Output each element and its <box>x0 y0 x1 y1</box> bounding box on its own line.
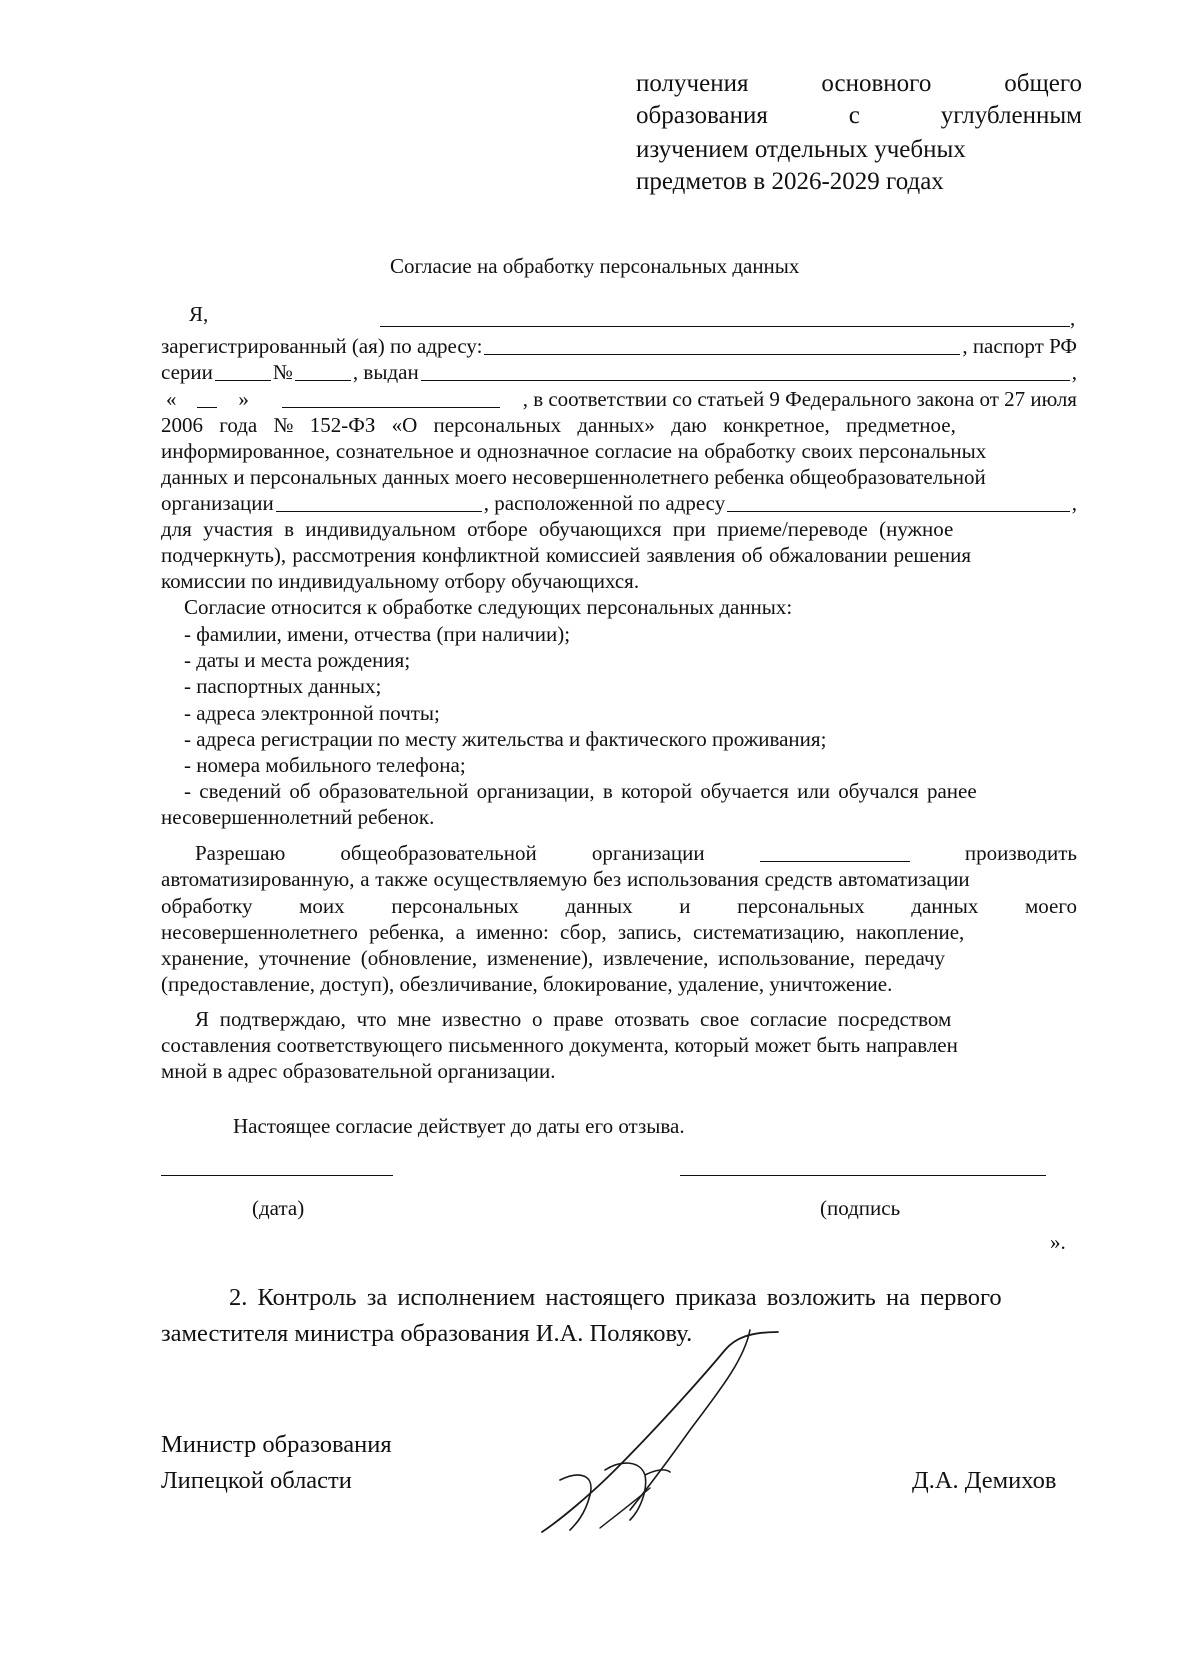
consent-line-6: информированное, сознательное и однозначное согласие на обработку своих персональных <box>161 439 987 463</box>
address-blank <box>484 333 960 355</box>
organization-blank <box>276 490 482 512</box>
consent-line-10: подчеркнуть), рассмотрения конфликтной комиссией заявления об обжаловании решения <box>161 543 972 567</box>
allow-line-2: автоматизированную, а также осуществляемую без использования средств автоматизации <box>161 867 970 891</box>
header-word: углубленным <box>940 102 1082 129</box>
list-item: - фамилии, имени, отчества (при наличии); <box>184 622 571 646</box>
quote-open: « <box>166 387 177 411</box>
header-word: основного <box>821 70 932 97</box>
comma: , <box>1071 360 1077 384</box>
organization-name-blank <box>760 840 910 862</box>
allow-line-1 <box>195 840 1077 866</box>
order-item-2-line-2: заместителя министра образования И.А. Полякову. <box>161 1320 693 1347</box>
passport-line <box>161 359 1077 385</box>
list-item: - номера мобильного телефона; <box>184 753 466 777</box>
header-line-2 <box>636 100 1082 132</box>
allow-line-3 <box>161 893 1077 919</box>
allow-word: Разрешаю <box>195 841 286 865</box>
header-word: общего <box>1004 70 1082 97</box>
list-item: - паспортных данных; <box>184 674 382 698</box>
consent-line-9: для участия в индивидуальном отборе обучающихся при приеме/переводе (нужное <box>161 517 954 541</box>
located-label: , расположенной по адресу <box>483 491 726 515</box>
allow-word: моих <box>299 894 345 918</box>
signature-line <box>680 1175 1046 1176</box>
consent-title: Согласие на обработку персональных данных <box>390 254 800 278</box>
allow-line-6: (предоставление, доступ), обезличивание, блокирование, удаление, уничтожение. <box>161 972 893 996</box>
allow-line-4: несовершеннолетнего ребенка, а именно: сбор, запись, систематизацию, накопление, <box>161 920 965 944</box>
date-caption: (дата) <box>252 1196 305 1220</box>
number-blank <box>295 359 351 381</box>
organization-address-blank <box>727 490 1070 512</box>
series-blank <box>215 359 271 381</box>
quote-close: » <box>238 387 249 411</box>
signature-caption: (подпись <box>820 1196 901 1220</box>
signatory-title-line-1: Министр образования <box>161 1431 392 1458</box>
list-item: - сведений об образовательной организации, в которой обучается или обучался ранее <box>184 779 977 803</box>
list-intro: Согласие относится к обработке следующих персональных данных: <box>184 595 793 619</box>
header-word: с <box>848 102 860 129</box>
allow-word: данных <box>911 894 979 918</box>
confirm-line-2: составления соответствующего письменного документа, который может быть направлен <box>161 1033 958 1057</box>
registered-label: зарегистрированный (ая) по адресу: <box>161 334 483 358</box>
law-reference: , в соответствии со статьей 9 Федерального закона от 27 июля <box>522 387 1077 411</box>
list-item-continuation: несовершеннолетний ребенок. <box>161 805 435 829</box>
consent-line-7: данных и персональных данных моего несовершеннолетнего ребенка общеобразовательной <box>161 465 986 489</box>
consent-line-11: комиссии по индивидуальному отбору обучающихся. <box>161 569 640 593</box>
series-label: серии <box>161 360 213 384</box>
date-line <box>166 386 1077 412</box>
allow-word: обработку <box>161 894 253 918</box>
registered-line <box>161 333 1077 359</box>
signatory-name: Д.А. Демихов <box>912 1467 1057 1494</box>
confirm-line-1: Я подтверждаю, что мне известно о праве отозвать свое согласие посредством <box>195 1007 952 1031</box>
header-line-3: изучением отдельных учебных <box>636 136 966 163</box>
number-sign: № <box>272 360 293 384</box>
allow-word: персональных <box>391 894 519 918</box>
list-item: - адреса регистрации по месту жительства и фактического проживания; <box>184 727 827 751</box>
allow-word: производить <box>964 841 1077 865</box>
full-name-blank <box>380 326 1070 327</box>
allow-word: и <box>679 894 691 918</box>
allow-word: организации <box>591 841 705 865</box>
passport-label: , паспорт РФ <box>962 334 1077 358</box>
handwritten-signature <box>530 1320 800 1550</box>
header-word: образования <box>636 102 768 129</box>
closing-quote: ». <box>1050 1230 1066 1254</box>
allow-word: общеобразовательной <box>340 841 537 865</box>
comma: , <box>1070 306 1076 330</box>
validity-statement: Настоящее согласие действует до даты его отзыва. <box>233 1114 685 1138</box>
signatory-title-line-2: Липецкой области <box>161 1467 352 1494</box>
allow-word: моего <box>1025 894 1077 918</box>
ya-label: Я, <box>189 302 209 326</box>
organization-label: организации <box>161 491 274 515</box>
header-word: получения <box>636 70 749 97</box>
header-line-4: предметов в 2026-2029 годах <box>636 168 944 195</box>
header-line-1 <box>636 68 1082 100</box>
list-item: - даты и места рождения; <box>184 648 411 672</box>
comma: , <box>1071 491 1077 515</box>
month-year-blank <box>282 386 500 408</box>
day-blank <box>197 386 217 408</box>
allow-word: данных <box>565 894 633 918</box>
consent-line-5: 2006 года № 152-ФЗ «О персональных данных» даю конкретное, предметное, <box>161 413 956 437</box>
issued-by-blank <box>421 359 1070 381</box>
confirm-line-3: мной в адрес образовательной организации. <box>161 1059 556 1083</box>
issued-label: , выдан <box>352 360 419 384</box>
list-item: - адреса электронной почты; <box>184 701 440 725</box>
date-signature-line <box>161 1175 393 1176</box>
organization-line <box>161 490 1077 516</box>
order-item-2-line-1: 2. Контроль за исполнением настоящего приказа возложить на первого <box>229 1284 1002 1311</box>
allow-line-5: хранение, уточнение (обновление, изменение), извлечение, использование, передачу <box>161 946 946 970</box>
allow-word: персональных <box>737 894 865 918</box>
